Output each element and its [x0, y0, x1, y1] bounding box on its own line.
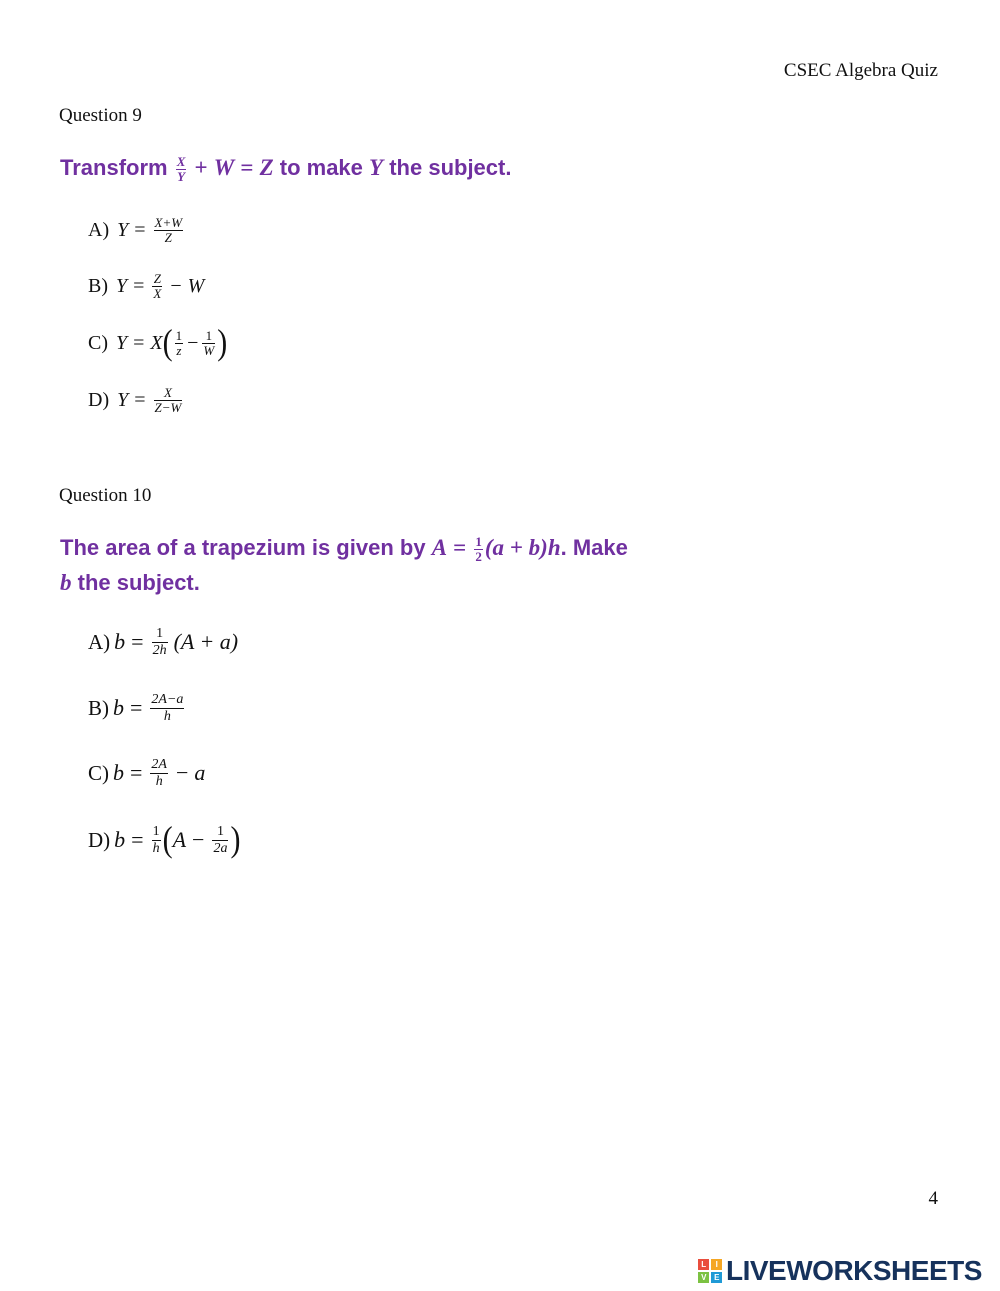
logo-cubes-icon [698, 1259, 722, 1283]
option-expression [117, 216, 185, 245]
fraction [152, 626, 168, 659]
fraction-numerator: 1 [152, 823, 160, 839]
page-number: 4 [928, 1188, 938, 1209]
minus-sign: − [187, 331, 199, 354]
equals-sign: = [130, 760, 143, 785]
logo-cube: V [698, 1272, 709, 1283]
lhs: b [114, 629, 126, 654]
fraction-numerator: 1 [202, 329, 215, 344]
variable-z: Z [259, 155, 274, 180]
equals-sign: = [131, 629, 144, 654]
term: a [194, 760, 206, 785]
fraction-denominator: 2 [475, 548, 482, 564]
fraction-denominator: W [203, 342, 215, 358]
lhs: b [113, 760, 124, 785]
fraction-denominator: Y [177, 168, 186, 184]
fraction-numerator: X [176, 153, 186, 169]
half-fraction [474, 535, 483, 564]
minus-sign: − [170, 274, 182, 297]
option-label: D) [88, 388, 110, 411]
minus-sign: − [175, 760, 189, 785]
fraction-denominator: 2h [152, 642, 167, 658]
prompt-line-2 [60, 565, 628, 600]
question-10-prompt [60, 530, 628, 600]
option-label: A) [88, 218, 110, 241]
liveworksheets-logo[interactable] [698, 1255, 982, 1287]
question-9-label: Question 9 [59, 105, 142, 126]
logo-cube: L [698, 1259, 709, 1270]
fraction [152, 824, 161, 857]
equals-sign: = [131, 827, 144, 852]
q10-option-b[interactable] [88, 683, 186, 733]
fraction [154, 216, 184, 245]
fraction-numerator: X+W [154, 214, 183, 230]
option-expression [114, 819, 241, 860]
fraction-numerator: 1 [175, 327, 183, 343]
variable-w: W [213, 155, 235, 180]
equals-sign: = [134, 218, 146, 241]
prompt-fraction [176, 155, 187, 184]
prompt-text: . Make [560, 535, 628, 560]
fraction [202, 329, 215, 358]
equals-sign: = [134, 388, 146, 411]
q9-option-c[interactable] [88, 318, 227, 368]
fraction [154, 386, 183, 415]
equals-sign: = [130, 695, 143, 720]
equals-sign: = [453, 535, 467, 560]
question-10-label: Question 10 [59, 485, 152, 506]
fraction-denominator: h [163, 708, 171, 724]
fraction [152, 272, 162, 301]
option-expression [113, 757, 205, 790]
term: A [172, 827, 187, 852]
fraction-denominator: Z−W [154, 399, 182, 415]
lhs: Y [116, 274, 128, 297]
fraction-denominator: X [153, 285, 162, 301]
expression: (a + b)h [484, 535, 561, 560]
logo-cube: I [711, 1259, 722, 1270]
lhs: b [113, 695, 124, 720]
logo-text: LIVEWORKSHEETS [726, 1255, 982, 1286]
option-label: C) [88, 760, 109, 785]
question-9-prompt [60, 150, 511, 185]
equals-sign: = [240, 155, 254, 180]
option-expression [117, 386, 184, 415]
right-paren: ) [217, 322, 228, 363]
variable-a: A [431, 535, 448, 560]
option-label: D) [88, 827, 111, 852]
prompt-text: The area of a trapezium is given by [60, 535, 426, 560]
fraction-numerator: X [154, 386, 183, 401]
fraction [150, 692, 184, 725]
term: X [150, 331, 163, 354]
option-expression [116, 272, 204, 301]
fraction-denominator: Z [164, 229, 172, 245]
option-expression [113, 692, 186, 725]
fraction-numerator: 2A−a [151, 691, 184, 707]
lhs: Y [116, 331, 128, 354]
lhs: b [114, 827, 126, 852]
fraction [175, 329, 184, 358]
fraction-denominator: z [176, 342, 182, 358]
lhs: Y [117, 218, 129, 241]
logo-cube: E [711, 1272, 722, 1283]
prompt-text: to make [279, 155, 363, 180]
fraction [212, 824, 228, 857]
term: (A + a) [173, 629, 239, 654]
q9-option-d[interactable] [88, 375, 184, 425]
left-paren: ( [162, 322, 173, 363]
fraction-denominator: h [155, 773, 163, 789]
option-label: B) [88, 274, 108, 297]
q10-option-d[interactable] [88, 815, 240, 865]
fraction-denominator: 2a [213, 840, 228, 856]
q10-option-c[interactable] [88, 748, 205, 798]
minus-sign: − [192, 827, 205, 852]
lhs: Y [117, 388, 129, 411]
right-paren: ) [230, 819, 241, 860]
prompt-line-1 [60, 530, 628, 565]
prompt-text: the subject. [389, 155, 512, 180]
plus-sign: + [194, 155, 208, 180]
prompt-text: Transform [60, 155, 168, 180]
option-label: B) [88, 695, 109, 720]
equals-sign: = [133, 331, 145, 354]
fraction-numerator: 1 [152, 626, 168, 643]
fraction-denominator: h [152, 840, 160, 856]
left-paren: ( [162, 819, 173, 860]
option-expression [116, 322, 228, 363]
equals-sign: = [133, 274, 145, 297]
term: W [187, 274, 205, 297]
fraction [150, 757, 168, 790]
option-expression [114, 626, 238, 659]
fraction-numerator: Z [153, 270, 161, 286]
prompt-text: the subject. [77, 570, 200, 595]
q9-option-b[interactable] [88, 261, 204, 311]
q9-option-a[interactable] [88, 205, 185, 255]
fraction-numerator: 1 [475, 533, 482, 549]
option-label: C) [88, 331, 108, 354]
option-label: A) [88, 629, 111, 654]
fraction-numerator: 1 [212, 824, 228, 841]
quiz-title: CSEC Algebra Quiz [783, 60, 938, 81]
fraction-numerator: 2A [151, 756, 167, 772]
variable-y: Y [369, 155, 384, 180]
variable-b: b [60, 570, 72, 595]
q10-option-a[interactable] [88, 617, 238, 667]
